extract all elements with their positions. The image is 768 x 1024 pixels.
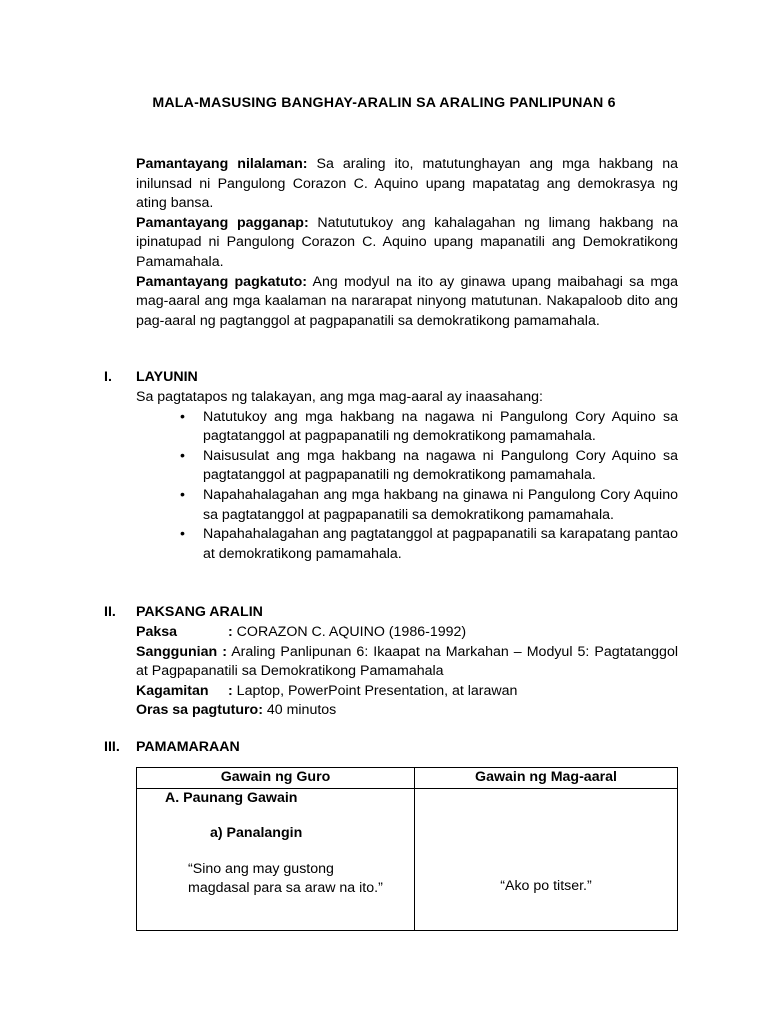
intro-standards [136, 155, 678, 331]
sanggunian-value: Araling Panlipunan 6: Ikaapat na Markahan – Modyul 5: Pagtatanggol at Pagpapanatili sa Demokratikong Pamamahala [136, 643, 678, 680]
column-header-magaaral: Gawain ng Mag-aaral [415, 768, 678, 789]
layunin-list [136, 408, 678, 565]
paksa-row [136, 623, 678, 643]
list-item-text: Napahahalagahan ang mga hakbang na ginawa ni Pangulong Cory Aquino sa pagtatanggol at pagpapanatili sa demokratikong pamamahala. [203, 486, 678, 523]
oras-value: 40 minutos [262, 702, 337, 719]
bullet-icon: • [180, 447, 185, 464]
kagamitan-colon: : [228, 682, 233, 699]
pamantayang-pagganap-text: Natututukoy ang kahalagahan ng limang hakbang na ipinatupad ni Pangulong Corazon C. Aquino upang mapanatili ang Demokratikong Pamamahala. [136, 214, 678, 270]
guro-prompt-line2: magdasal para sa araw na ito.” [188, 880, 383, 896]
paunang-gawain-heading: A. Paunang Gawain [165, 790, 298, 806]
paksa-colon: : [228, 624, 233, 640]
table-header-row [137, 768, 678, 789]
pamantayang-nilalaman [136, 155, 678, 214]
section-number-paksang-aralin: II. [104, 604, 116, 620]
paksa-label: Paksa [136, 624, 178, 640]
pamantayang-nilalaman-label: Pamantayang nilalaman: [136, 156, 308, 172]
list-item [136, 408, 678, 447]
magaaral-reply: “Ako po titser.” [500, 878, 592, 894]
bullet-icon: • [180, 408, 185, 425]
pamantayang-pagkatuto-text: Ang modyul na ito ay ginawa upang maibahagi sa mga mag-aaral ang mga kaalaman na nararapat ninyong matutunan. Nakapaloob dito ang pag-aaral ng pagtanggol at pagpapanatili sa demokratikong pamamahala. [136, 273, 678, 329]
column-header-guro: Gawain ng Guro [137, 768, 415, 789]
table-cell-magaaral [415, 789, 678, 931]
pamantayang-pagganap [136, 214, 678, 273]
layunin-lead: Sa pagtatapos ng talakayan, ang mga mag-aaral ay inaasahang: [136, 389, 543, 405]
pamantayang-pagkatuto-label: Pamantayang pagkatuto: [136, 273, 308, 290]
pamamaraan-table [136, 767, 678, 931]
list-item [136, 447, 678, 486]
sanggunian-row [136, 643, 678, 682]
sanggunian-label: Sanggunian : [136, 643, 227, 660]
list-item-text: Naisusulat ang mga hakbang na nagawa ni Pangulong Cory Aquino sa pagtatanggol at pagpapanatili ng demokratikong pamamahala. [203, 447, 678, 484]
kagamitan-label: Kagamitan [136, 682, 209, 699]
pamantayang-pagganap-label: Pamantayang pagganap: [136, 214, 309, 231]
page-title: MALA-MASUSING BANGHAY-ARALIN SA ARALING PANLIPUNAN 6 [152, 95, 616, 111]
list-item-text: Napahahalagahan ang pagtatanggol at pagpapanatili sa karapatang pantao at demokratikong pamamahala. [203, 526, 678, 562]
bullet-icon: • [180, 486, 185, 503]
oras-label: Oras sa pagtuturo: [136, 702, 263, 719]
oras-row [136, 701, 678, 721]
pamantayang-pagkatuto [136, 273, 678, 332]
section-number-pamamaraan: III. [104, 739, 120, 755]
list-item [136, 525, 678, 564]
kagamitan-value: Laptop, PowerPoint Presentation, at larawan [232, 682, 518, 699]
section-heading-pamamaraan: PAMAMARAAN [136, 739, 240, 755]
table-row [137, 789, 678, 931]
section-heading-layunin: LAYUNIN [136, 369, 198, 385]
kagamitan-row [136, 682, 678, 702]
section-number-layunin: I. [104, 369, 112, 385]
panalangin-heading: a) Panalangin [210, 825, 303, 841]
bullet-icon: • [180, 526, 185, 543]
list-item [136, 486, 678, 525]
list-item-text: Natutukoy ang mga hakbang na nagawa ni Pangulong Cory Aquino sa pagtatanggol at pagpapanatili ng demokratikong pamamahala. [203, 408, 678, 445]
pamantayang-nilalaman-text: Sa araling ito, matutunghayan ang mga hakbang na inilunsad ni Pangulong Corazon C. Aquino upang mapatatag ang demokrasya ng ating bansa. [136, 156, 678, 212]
section-heading-paksang-aralin: PAKSANG ARALIN [136, 604, 263, 620]
guro-prompt-line1: “Sino ang may gustong [188, 861, 334, 877]
layunin-body [136, 388, 678, 564]
paksang-aralin-body [136, 623, 678, 721]
paksa-value: CORAZON C. AQUINO (1986-1992) [232, 624, 467, 640]
table-cell-guro [137, 789, 415, 931]
